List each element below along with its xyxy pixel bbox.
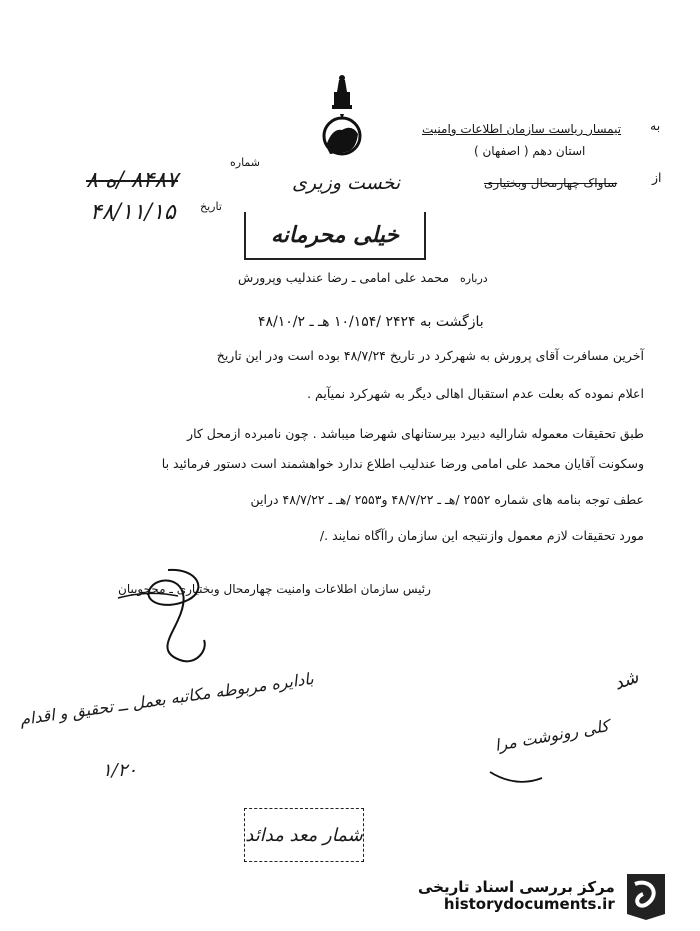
body-line: عطف توجه بنامه های شماره ۲۵۵۲ /هـ ـ ۴۸/۷/۲۲ و۲۵۵۳ /هـ ـ ۴۸/۷/۲۲ دراین [250, 492, 644, 507]
crown-lion-sun-emblem [312, 72, 372, 172]
sender-line: ساواک چهارمحال وبختیاری [484, 176, 618, 190]
from-prefix: از [652, 170, 662, 185]
number-label: شماره [230, 156, 261, 169]
boxed-note [244, 808, 364, 862]
body-line: طبق تحقیقات معموله شارالیه دبیرد بیرستانهای شهرضا میباشد . چون نامبرده ازمحل کار [187, 426, 644, 441]
subject-value: محمد علی امامی ـ رضا عندلیب وپرورش [238, 270, 450, 285]
handwritten-note-date: ۱/۲۰ [102, 760, 138, 781]
classification-stamp [244, 212, 426, 260]
subject-label: درباره [460, 272, 488, 285]
reference-line: بازگشت به ۲۴۲۴ /۱۰/۱۵۴ هـ ـ ۴۸/۱۰/۲ [258, 314, 484, 330]
to-prefix: به [650, 118, 661, 133]
handwritten-flourish [486, 762, 546, 788]
handwritten-note-right: کلی رونوشت مرا [493, 716, 611, 755]
handwritten-signature [108, 560, 228, 670]
ministry-name: نخست وزیری [292, 172, 401, 194]
recipient-line-2: استان دهم ( اصفهان ) [474, 144, 586, 158]
date-label: تاریخ [200, 200, 222, 213]
signature-title: رئیس سازمان اطلاعات وامنیت چهارمحال وبختیاری ـ محجوبیان [118, 582, 431, 596]
footer-brand [418, 868, 671, 924]
archive-logo-icon [621, 868, 671, 924]
handwritten-note-line-2: بادایره مربوطه مکاتبه بعمل ــ تحقیق و اقدام [18, 668, 315, 729]
body-line: اعلام نموده که بعلت عدم استقبال اهالی دیگر به شهرکرد نمیآیم . [307, 386, 644, 401]
handwritten-note-line-1: شد [611, 666, 642, 695]
body-line: آخرین مسافرت آقای پرورش به شهرکرد در تاریخ ۴۸/۷/۲۴ بوده است ودر این تاریخ [216, 348, 644, 363]
document-number: ۸۴۸۷ /ه ۸ [86, 168, 179, 193]
body-line: مورد تحقیقات لازم معمول وازنتیجه این سازمان راآگاه نمایند ./ [319, 528, 644, 543]
document-date: ۴۸/۱۱/۱۵ [90, 200, 176, 225]
recipient-line-1: تیمسار ریاست سازمان اطلاعات وامنیت [422, 122, 622, 136]
classification-label: خیلی محرمانه [270, 222, 400, 248]
body-line: وسکونت آقایان محمد علی امامی ورضا عندلیب اطلاع ندارد خواهشمند است دستور فرمائید با [161, 456, 644, 471]
boxed-note-text: شمار معد مدائد [245, 824, 363, 846]
footer-brand-title: مرکز بررسی اسناد تاریخی [418, 877, 615, 896]
footer-brand-url: historydocuments.ir [443, 895, 615, 913]
